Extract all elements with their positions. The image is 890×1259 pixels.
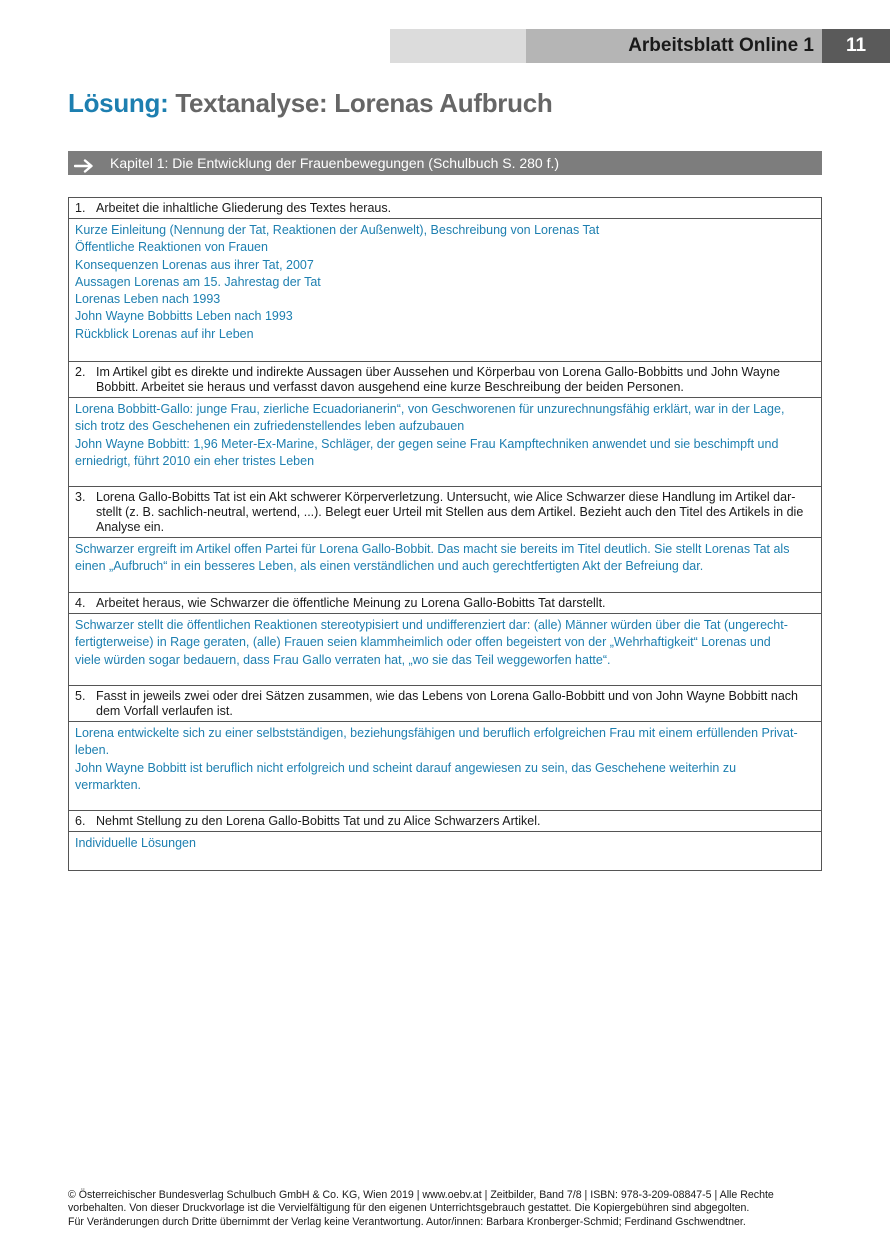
answer-line: Individuelle Lösungen [75,836,196,850]
page-number: 11 [845,35,867,56]
footer-line: © Österreichischer Bundesverlag Schulbuch GmbH & Co. KG, Wien 2019 | www.oebv.at | Zeitbilder, Band 7/8 | ISBN: 978-3-209-08847-5 | Alle Rechte [68,1189,774,1201]
task-question-text: Arbeitet die inhaltliche Gliederung des Textes heraus. [96,201,392,215]
sheet-label: Arbeitsblatt Online 1 [628,35,814,56]
answer-line: Aussagen Lorenas am 15. Jahrestag der Tat [75,274,321,289]
title-main: Textanalyse: Lorenas Aufbruch [175,88,553,118]
task-number: 6. [75,814,86,828]
task-number: 1. [75,201,86,215]
answer-line: Konsequenzen Lorenas aus ihrer Tat, 2007 [75,257,314,272]
answer-line: Schwarzer ergreift im Artikel offen Partei für Lorena Gallo-Bobbit. Das macht sie bereits im Titel deutlich. Sie stellt Lorenas Tat als [75,542,790,556]
page-title [68,88,552,119]
answer-line: vermarkten. [75,777,141,792]
task-question-text: Nehmt Stellung zu den Lorena Gallo-Bobitts Tat und zu Alice Schwarzers Artikel. [96,814,541,828]
chapter-bar [68,151,822,175]
chapter-label: Kapitel 1: Die Entwicklung der Frauenbewegungen (Schulbuch S. 280 f.) [110,155,560,171]
answer-line: Schwarzer stellt die öffentlichen Reaktionen stereotypisiert und undifferenziert dar: (alle) Männer würden über die Tat (ungerecht- [75,618,788,632]
answer-line: fertigterweise) in Rage geraten, (alle) Frauen seien klammheimlich oder offen begeistert von der „Wehrhaftigkeit“ Lorenas und [75,635,771,650]
answer-line: Kurze Einleitung (Nennung der Tat, Reaktionen der Außenwelt), Beschreibung von Lorenas Tat [75,223,600,237]
task-number: 2. [75,365,86,379]
task-question [69,593,821,614]
task-number: 4. [75,596,86,610]
answer-line: Rückblick Lorenas auf ihr Leben [75,326,254,341]
task-question [69,198,821,219]
answer-line: John Wayne Bobbitts Leben nach 1993 [75,309,293,324]
footer-line: vorbehalten. Von dieser Druckvorlage ist die Vervielfältigung für den eigenen Unterrichtsgebrauch gestattet. Die Kopiergebühren sind abgegolten. [68,1202,750,1215]
task-question [69,811,821,832]
task-question [69,487,821,538]
answer-line: John Wayne Bobbitt ist beruflich nicht erfolgreich und scheint darauf angewiesen zu sein, das Geschehene weiterhin zu [75,760,737,775]
answer-line: Lorenas Leben nach 1993 [75,292,221,307]
task-question-text: Arbeitet heraus, wie Schwarzer die öffentliche Meinung zu Lorena Gallo-Bobitts Tat darstellt. [96,596,606,610]
answer-line: viele würden sogar bedauern, dass Frau Gallo verraten hat, „wo sie das Teil weggeworfen hatte“. [75,652,611,667]
footer-line: Für Veränderungen durch Dritte übernimmt der Verlag keine Verantwortung. Autor/innen: Barbara Kronberger-Schmid; Ferdinand Gschwendtner. [68,1215,746,1228]
answer-line: Öffentliche Reaktionen von Frauen [75,240,268,255]
task-question [69,686,821,722]
header-band-light [390,29,526,63]
task-answer [69,722,821,811]
task-answer [69,538,821,593]
page-number-box [822,29,890,63]
answer-line: Lorena Bobbitt-Gallo: junge Frau, zierliche Ecuadorianerin“, von Geschworenen für unzurechnungsfähig erklärt, war in der Lage, [75,402,785,416]
answer-line: erniedrigt, führt 2010 ein eher tristes Leben [75,453,315,468]
task-table [68,197,822,871]
task-answer [69,219,821,362]
answer-line: leben. [75,743,110,758]
answer-line: John Wayne Bobbitt: 1,96 Meter-Ex-Marine, Schläger, der gegen seine Frau Kampftechniken anwendet und sie beschimpft und [75,436,779,451]
answer-line: einen „Aufbruch“ in ein besseres Leben, als einen verständlichen und auch gerechtfertigten Akt der Befreiung dar. [75,559,704,574]
header-band [526,29,822,63]
task-answer [69,614,821,686]
arrow-right-icon [74,154,94,173]
task-answer [69,398,821,487]
answer-line: Lorena entwickelte sich zu einer selbstständigen, beziehungsfähigen und beruflich erfolgreichen Frau mit einem erfüllenden Privat- [75,726,798,740]
task-question [69,362,821,398]
copyright-footer [68,1189,828,1229]
task-question-text: Im Artikel gibt es direkte und indirekte Aussagen über Aussehen und Körperbau von Lorena Gallo-Bobbitts und John Wayne Bobbitt. Arbeitet sie heraus und verfasst davon ausgehend eine kurze Beschreibung der beiden Personen. [96,365,780,394]
task-question-text: Lorena Gallo-Bobitts Tat ist ein Akt schwerer Körperverletzung. Untersucht, wie Alice Schwarzer diese Handlung im Artikel darstellt (z. B. sachlich-neutral, wertend, ...). Belegt euer Urteil mit Stellen aus dem Artikel. Bezieht auch den Titel des Artikels in die Analyse ein. [96,490,804,534]
task-number: 3. [75,490,86,504]
title-prefix: Lösung: [68,88,169,118]
task-question-text: Fasst in jeweils zwei oder drei Sätzen zusammen, wie das Lebens von Lorena Gallo-Bobbitt und von John Wayne Bobbitt nach dem Vorfall verlaufen ist. [96,689,799,718]
answer-line: sich trotz des Geschehenen ein zufriedenstellendes leben aufzubauen [75,419,465,434]
task-number: 5. [75,689,86,703]
task-answer [69,832,821,871]
